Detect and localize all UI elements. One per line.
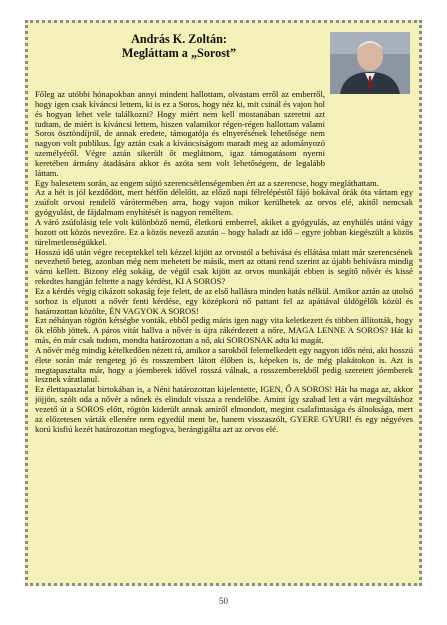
paragraph: Főleg az utóbbi hónapokban annyi mindent hallottam, olvastam erről az emberről, hogy igen csak kíváncsi lettem, ki is ez a Soros, hogy néz ki, mit csinál és vajon hol és hogyan lehet vele találkozni? Hogy miért nem kell mostanában szeretni azt tudtam, de miért is kíváncsi lettem, hiszen valamikor régen-régen hallottam valami Soros ösztöndíjról, de annak eredete, támogatója és elnyerésének lehetősége nem nagyon volt publikus. Így aztán csak a kíváncsiságom maradt meg az adományozó személyéről. Végre aztán sikerült őt meglátnom, igaz támogatásom nyerni keretében ármány átadására akkor és azóta sem volt lehetőségem, de legalább láttam. xyxy=(35,89,325,178)
author-name: András K. Zoltán: xyxy=(131,32,227,46)
page-number: 50 xyxy=(219,596,228,606)
title-block xyxy=(35,32,323,60)
portrait-photo xyxy=(330,32,410,94)
paragraph: Az a hét is jól kezdődött, mert hétfőn délelőtt, az előző napi félrelépéstől fájó bokával órák óta vártam egy zsúfolt orvosi rendelő várótermében arra, hogy vajon mikor kerülhetek az orvos elé, akitől nemcsak gyógyulást, de fájdalmam enyhítését is nagyon reméltem. xyxy=(35,187,413,218)
paragraph: A nővér még mindig kételkedően nézett rá, amikor a sarokból felemelkedett egy nagyon idős néni, aki hosszú élete során már rengeteg jó és rosszembert látott élőben is, képeken is, de még plakátokon is. Azt is megtapasztalta már, hogy a jóemberek idővel rosszá válnak, a rosszemberekből pedig szeretett jóemberek lesznek váratlanul. xyxy=(35,344,413,385)
paragraph: Ez a kérdés végig cikázott sokaság feje felett, de az első hallásra minden hatás nélkül. Amikor aztán az utolsó sorhoz is eljutott a nővér fenti kérdése, egy középkorú nő pattant fel az apátiával üldögélők közül és határozottan közölte, ÉN VAGYOK A SOROS! xyxy=(35,285,413,316)
paragraph: A váró zsúfolásig tele volt különböző nemű, életkorú emberrel, akiket a gyógyulás, az enyhülés utáni vágy hozott ott közös nevezőre. Ez a közös nevező azután – hogy haladt az idő – egyre jobban kiegészült a közös türelmetlenségükkel. xyxy=(35,216,413,247)
paragraph: Ez élettapasztalat birtokában is, a Néni határozottan kijelentette, IGEN, Ő A SOROS! Hát ha maga az, akkor jöjjön, szólt oda a nővér a nőnek és elindult vissza a rendelőbe. Amint így szabad lett a várt megváltáshoz vezető út a SOROS előtt, rögtön kiderült annak amiről elmondott, megint csalafintasága és álnoksága, mert az előzetesen várták ellenére nem egyedül ment be, hanem visszaszólt, GYERE GYURI! és egy négyéves korú kisfiú kezét határozottan megfogva, berángigálta azt az orvos elé. xyxy=(35,384,413,434)
article-body xyxy=(35,90,413,435)
paragraph: Ezt néhányan rögtön kétségbe vonták, ebből pedig máris igen nagy vita keletkezett és többen állították, hogy ők előbb jöttek. A páros vitát hallva a nővér is újra rákérdezett a nőre, MAGA LENNE A SOROS? Hát ki más, én már csak tudom, mondta határozottan a nő, aki SOROSNAK adta ki magát. xyxy=(35,315,413,346)
paragraph: Hosszú idő után végre receptekkel teli kézzel kijött az orvostól a behívása és ellátása miatt már szerencsének nevezhető beteg, azonban még nem mehetett be másik, mert az ottani rend szerint az újabb behívásra mindig várni kellett. Bizony elég sokáig, de végül csak kijött az orvos munkáját ebben is segítő nővér és kissé rekedtes hangján feltette a nagy kérdést, KI A SOROS? xyxy=(35,246,413,287)
article-container xyxy=(35,32,413,572)
paragraph: Egy balesetem során, az engem sújtó szerencsétlenségemben ért az a szerencse, hogy megláthattam. xyxy=(35,177,379,188)
article-title: Megláttam a „Sorost” xyxy=(121,46,237,60)
portrait-icon xyxy=(330,32,410,94)
